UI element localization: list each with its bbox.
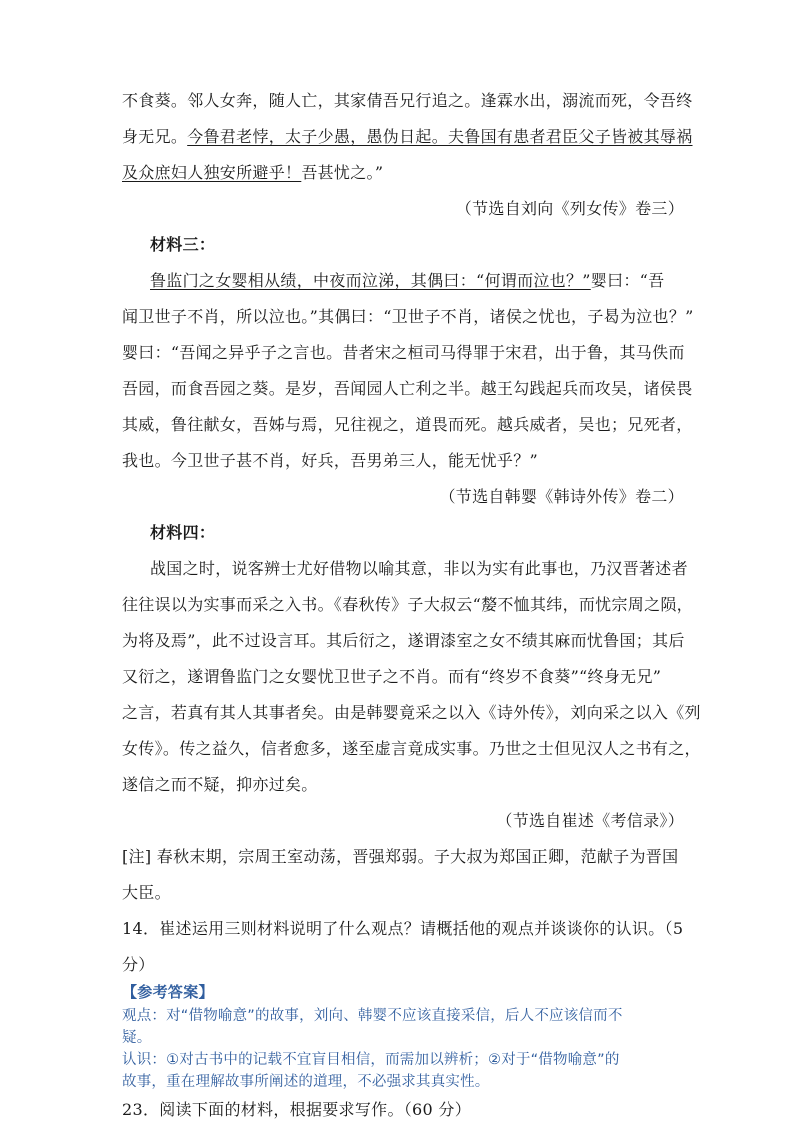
underlined-text: 及众庶妇人独安所避乎！ (122, 163, 302, 182)
material3-heading: 材料三： (150, 235, 216, 254)
material2-line-2 (122, 127, 693, 147)
text-span: 吾甚忧之。” (301, 163, 384, 182)
material4-line-6: 女传》。传之益久，信者愈多，遂至虚言竟成实事。乃世之士但见汉人之书有之， (122, 739, 701, 758)
material4-line-2: 往往误以为实事而采之入书。《春秋传》子大叔云“嫠不恤其纬，而忧宗周之陨， (122, 595, 693, 614)
material4-line-1: 战国之时，说客辨士尤好借物以喻其意，非以为实有此事也，乃汉晋著述者 (150, 559, 688, 578)
question14-line-1: 14．崔述运用三则材料说明了什么观点？请概括他的观点并谈谈你的认识。（5 (122, 919, 684, 938)
material3-line-4: 吾园，而食吾园之葵。是岁，吾闻园人亡利之半。越王勾践起兵而攻吴，诸侯畏 (122, 379, 693, 398)
material3-line-5: 其威，鲁往献女，吾姊与焉，兄往视之，道畏而死。越兵威者，吴也；兄死者， (122, 415, 693, 434)
material4-line-3: 为将及焉”，此不过设言耳。其后衍之，遂谓漆室之女不绩其麻而忧鲁国；其后 (122, 631, 685, 650)
material4-line-7: 遂信之而不疑，抑亦过矣。 (122, 775, 318, 794)
material3-source: （节选自韩婴《韩诗外传》卷二） (439, 487, 684, 506)
material4-source: （节选自崔述《考信录》） (496, 811, 684, 830)
text-span: 身无兄。 (122, 127, 188, 146)
material2-source: （节选自刘向《列女传》卷三） (455, 199, 684, 218)
note-line-2: 大臣。 (122, 883, 171, 902)
answer-title: 【参考答案】 (122, 983, 214, 1001)
question23-line-1: 23．阅读下面的材料，根据要求写作。（60 分） (122, 1100, 472, 1119)
answer-line-3: 认识：①对古书中的记载不宜盲目相信，而需加以辨析；②对于“借物喻意”的 (122, 1052, 620, 1068)
material4-line-5: 之言，若真有其人其事者矣。由是韩婴竟采之以入《诗外传》，刘向采之以入《列 (122, 703, 701, 722)
text-span: 婴曰：“吾 (590, 271, 665, 290)
material2-line-1 (122, 91, 693, 111)
material3-line-1 (150, 271, 682, 291)
answer-line-1: 观点：对“借物喻意”的故事，刘向、韩婴不应该直接采信，后人不应该信而不 (122, 1008, 623, 1024)
material3-line-2: 闻卫世子不肖，所以泣也。”其偶曰：“卫世子不肖，诸侯之忧也，子曷为泣也？” (122, 307, 694, 326)
underlined-text: 鲁监门之女婴相从绩，中夜而泣涕，其偶曰：“何谓而泣也？” (150, 271, 591, 290)
material4-line-4: 又衍之，遂谓鲁监门之女婴忧卫世子之不肖。而有“终岁不食葵”“终身无兄” (122, 667, 662, 686)
text-span: 不食葵。邻人女奔，随人亡，其家倩吾兄行追之。逢霖水出，溺流而死，令吾终 (122, 91, 693, 110)
underlined-text: 今鲁君老悖，太子少愚，愚伪日起。夫鲁国有患者君臣父子皆被其辱祸 (187, 127, 693, 146)
material3-line-3: 婴曰：“吾闻之异乎子之言也。昔者宋之桓司马得罪于宋君，出于鲁，其马佚而 (122, 343, 685, 362)
material2-line-3 (122, 163, 682, 183)
note-line-1: [注] 春秋末期，宗周王室动荡，晋强郑弱。子大叔为郑国正卿，范献子为晋国 (122, 847, 679, 866)
material3-line-6: 我也。今卫世子甚不肖，好兵，吾男弟三人，能无忧乎？” (122, 451, 538, 470)
material4-heading: 材料四： (150, 523, 216, 542)
answer-line-4: 故事，重在理解故事所阐述的道理，不必强求其真实性。 (122, 1074, 490, 1090)
answer-line-2: 疑。 (122, 1030, 152, 1046)
question14-line-2: 分） (122, 955, 155, 974)
